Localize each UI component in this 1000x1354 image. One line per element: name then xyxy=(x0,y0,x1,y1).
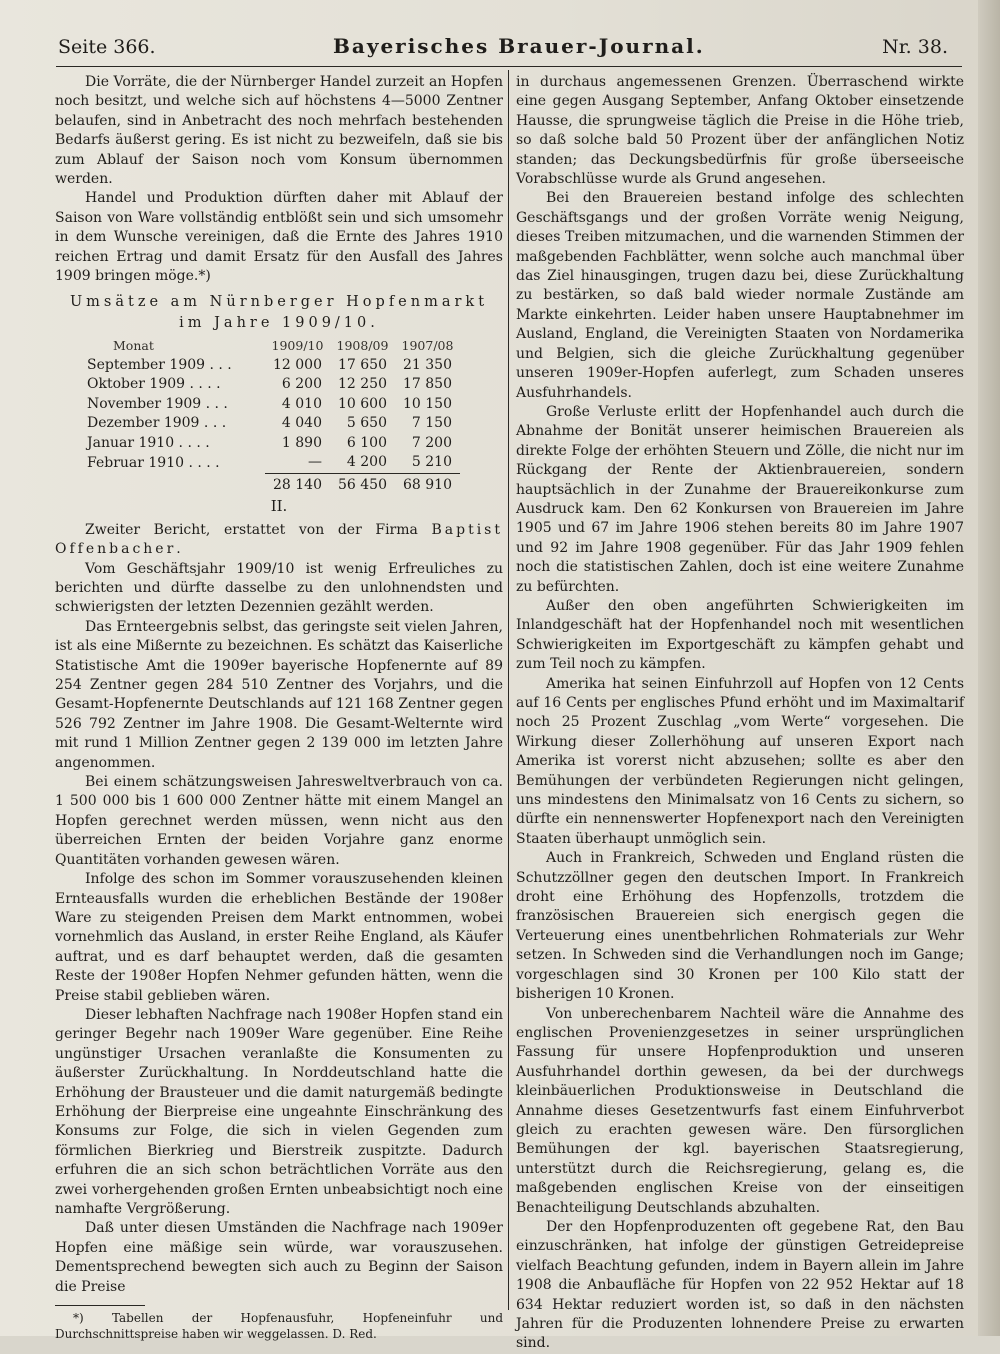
paragraph: Große Verluste erlitt der Hopfenhandel auch durch die Abnahme der Bonität unserer heimischen Brauereien als direkte Folge der erhöhten Steuern und Zölle, die nicht nur im Rückgang der Rente der Aktienbrauereien, sondern hauptsächlich in der Zunahme der Brauereikonkurse zum Ausdruck kam. Den 62 Konkursen von Brauereien im Jahre 1905 und 67 im Jahre 1906 stehen bereits 80 im Jahre 1907 und 92 im Jahre 1908 gegenüber. Für das Jahr 1909 fehlen noch die statistischen Zahlen, doch ist eine weitere Zunahme zu befürchten. xyxy=(516,403,964,595)
table-row xyxy=(83,414,460,434)
paragraph: Bei einem schätzungsweisen Jahresweltverbrauch von ca. 1 500 000 bis 1 600 000 Zentner hätte mit einem Mangel an Hopfen gerechnet werden müssen, wenn nicht aus den überreichen Ernten der beiden Vorjahre ganz enorme Quantitäten vorhanden gewesen wären. xyxy=(55,774,503,868)
column-header: 1907/08 xyxy=(401,338,454,354)
table-cell: Januar 1910 . . . . xyxy=(87,434,210,451)
paragraph: Die Vorräte, die der Nürnberger Handel zurzeit an Hopfen noch besitzt, und welche sich auf höchstens 4—5000 Zentner belaufen, sind in Anbetracht des noch mehrfach bestehenden Bedarfs äußerst gering. Es ist nicht zu bezweifeln, daß sie bis zum Ablauf der Saison noch vom Konsum übernommen werden. xyxy=(55,74,503,188)
paragraph: Daß unter diesen Umständen die Nachfrage nach 1909er Hopfen eine mäßige sein würde, war vorauszusehen. Dementsprechend bewegten sich auch zu Beginn der Saison die Preise xyxy=(55,1220,503,1295)
report-intro: Zweiter Bericht, erstattet von der Firma xyxy=(85,521,432,538)
table-cell: 21 350 xyxy=(403,356,452,373)
page-number: Seite 366. xyxy=(58,36,156,58)
table-cell: 68 910 xyxy=(395,473,460,495)
table-cell: 12 000 xyxy=(273,356,322,373)
left-column xyxy=(55,73,503,1342)
table-row xyxy=(83,356,460,376)
table-row xyxy=(83,375,460,395)
table-cell: 4 040 xyxy=(281,415,322,432)
paragraph: Bei den Brauereien bestand infolge des schlechten Geschäftsgangs und der großen Vorräte wenig Neigung, dieses Treiben mitzumachen, und die warnenden Stimmen der maßgebenden Fachblätter, wenn solche auch manchmal über das Ziel hinausgingen, trugen dazu bei, diese Zurückhaltung zu bestärken, so daß bald wieder normale Zustände am Markte einkehrten. Leider haben unsere Hauptabnehmer im Ausland, England, die Vereinigten Staaten von Nordamerika und Belgien, sich die gleiche Zurückhaltung gegenüber unseren 1909er-Hopfen auferlegt, zum Schaden unseres Ausfuhrhandels. xyxy=(516,190,964,401)
paragraph: Außer den oben angeführten Schwierigkeiten im Inlandgeschäft hat der Hopfenhandel noch mit wesentlichen Schwierigkeiten im Exportgeschäft zu kämpfen gehabt und zum Teil noch zu kämpfen. xyxy=(516,597,964,673)
sentence-end: . xyxy=(176,541,181,558)
table-cell: 10 600 xyxy=(338,395,387,412)
table-cell: 12 250 xyxy=(338,376,387,393)
table-cell: — xyxy=(308,454,322,471)
paragraph: Auch in Frankreich, Schweden und England rüsten die Schutzzöllner gegen den deutschen Import. In Frankreich droht eine Erhöhung des Hopfenzolls, trotzdem die französischen Brauereien sich energisch gegen die Verteuerung eines unentbehrlichen Rohmaterials zur Wehr setzen. In Schweden sind die Verhandlungen noch im Gange; vorgeschlagen sind 30 Kronen per 100 Kilo statt der bisherigen 10 Kronen. xyxy=(516,850,964,1003)
table-row xyxy=(83,453,460,473)
firm-name: Baptist Offenbacher xyxy=(55,521,503,558)
paragraph: Der den Hopfenproduzenten oft gegebene Rat, den Bau einzuschränken, hat infolge der günstigen Getreidepreise vielfach Beachtung gefunden, indem in Bayern allein im Jahre 1908 die Anbaufläche für Hopfen von 22 952 Hektar auf 18 634 Hektar reduziert worden ist, so daß in den nächsten Jahren für die Produzenten lohnendere Preise zu erwarten sind. xyxy=(516,1218,964,1352)
paragraph: Vom Geschäftsjahr 1909/10 ist wenig Erfreuliches zu berichten und dürfte dasselbe zu den unlohnendsten und schwierigsten der letzten Dezennien gezählt werden. xyxy=(55,560,503,616)
table-cell: November 1909 . . . xyxy=(87,395,228,412)
paragraph: Dieser lebhaften Nachfrage nach 1908er Hopfen stand ein geringer Begehr nach 1909er Ware gegenüber. Eine Reihe ungünstiger Ursachen veranlaßte die Konsumenten zu äußerster Zurückhaltung. In Norddeutschland hatte die Erhöhung der Brausteuer und die damit naturgemäß bedingte Erhöhung der Bierpreise eine ungeahnte Einschränkung des Konsums zur Folge, die sich in vielen Gegenden zum förmlichen Bierkrieg und Bierstreik zuspitzte. Dadurch erfuhren die an sich schon beträchtlichen Vorräte aus den zwei vorhergehenden großen Ernten unbeabsichtigt noch eine namhafte Vergrößerung. xyxy=(55,1006,503,1217)
paragraph: Das Ernteergebnis selbst, das geringste seit vielen Jahren, ist als eine Mißernte zu bezeichnen. Es schätzt das Kaiserliche Statistische Amt die 1909er bayerische Hopfenernte auf 89 254 Zentner gegen 284 510 Zentner des Vorjahrs, und die Gesamt-Hopfenernte Deutschlands auf 121 168 Zentner gegen 526 792 Zentner im Jahre 1908. Die Gesamt-Welternte wird mit rund 1 Million Zentner gegen 2 139 000 im letzten Jahre angenommen. xyxy=(55,618,503,771)
table-total-row xyxy=(83,473,460,495)
paragraph: Von unberechenbarem Nachteil wäre die Annahme des englischen Provenienzgesetzes in seiner ursprünglichen Fassung für unsere Hopfenproduktion und unseren Ausfuhrhandel dorthin gewesen, da bei der durchwegs kleinbäuerlichen Produktionsweise in Deutschland die Annahme dieses Gesetzentwurfs fast einem Einfuhrverbot gleich zu erachten gewesen wäre. Den fürsorglichen Bemühungen der kgl. bayerischen Staatsregierung, unterstützt durch die Reichsregierung, gelang es, die maßgebenden englischen Kreise von der einseitigen Benachteiligung Deutschlands abzuhalten. xyxy=(516,1005,964,1216)
section-number: II. xyxy=(270,497,288,516)
paragraph: in durchaus angemessenen Grenzen. Überraschend wirkte eine gegen Ausgang September, Anfang Oktober einsetzende Hausse, die sprungweise täglich die Preise in die Höhe trieb, so daß solche bald 50 Prozent über der anfänglichen Notiz standen; das Deckungsbedürfnis für große überseeische Vorabschlüsse wurde als Grund angesehen. xyxy=(516,74,964,188)
column-header: 1908/09 xyxy=(336,338,389,354)
paragraph: Handel und Produktion dürften daher mit Ablauf der Saison von Ware vollständig entblößt sein und sich umsomehr in dem Wunsche vereinigen, daß die Ernte des Jahres 1910 reichen Ertrag und damit Ersatz für den Ausfall des Jahres 1909 bringen möge.*) xyxy=(55,190,503,285)
table-cell: 6 100 xyxy=(346,434,387,451)
column-header: Monat xyxy=(113,338,154,354)
table-cell: 7 200 xyxy=(411,434,452,451)
paragraph: Infolge des schon im Sommer vorauszusehenden kleinen Ernteausfalls wurden die erheblichen Bestände der 1908er Ware zu steigenden Preisen dem Markt entnommen, wobei vornehmlich das Ausland, in erster Reihe England, als Käufer auftrat, und es darf behauptet werden, daß die gesamten Reste der 1908er Hopfen Nehmer gefunden hätten, wenn die Preise stabil geblieben wären. xyxy=(55,871,503,1004)
table-cell: Dezember 1909 . . . xyxy=(87,415,227,432)
right-column xyxy=(516,73,964,1352)
table-header-row xyxy=(83,336,460,355)
column-header: 1909/10 xyxy=(271,338,324,354)
journal-title: Bayerisches Brauer-Journal. xyxy=(332,34,705,58)
table-cell: 56 450 xyxy=(330,473,395,495)
table-cell: 10 150 xyxy=(403,395,452,412)
hop-sales-table xyxy=(83,336,460,495)
table-cell: 7 150 xyxy=(411,415,452,432)
table-cell: 17 850 xyxy=(403,376,452,393)
page-edge-shadow xyxy=(978,0,1000,1336)
column-divider xyxy=(508,70,509,1310)
footnote-rule xyxy=(55,1305,145,1306)
table-title: Umsätze am Nürnberger Hopfenmarkt im Jahre 1909/10. xyxy=(69,294,489,332)
table-cell: 17 650 xyxy=(338,356,387,373)
issue-number: Nr. 38. xyxy=(882,36,948,58)
table-cell xyxy=(83,473,265,495)
header-rule xyxy=(56,66,962,67)
table-row xyxy=(83,434,460,454)
table-cell: 28 140 xyxy=(265,473,330,495)
table-cell: September 1909 . . . xyxy=(87,356,232,373)
table-cell: Februar 1910 . . . . xyxy=(87,454,220,471)
table-cell: 1 890 xyxy=(281,434,322,451)
table-cell: 6 200 xyxy=(281,376,322,393)
footnote: *) Tabellen der Hopfenausfuhr, Hopfeneinfuhr und Durchschnittspreise haben wir weggelassen. D. Red. xyxy=(55,1311,503,1342)
paragraph xyxy=(55,521,503,560)
table-cell: 4 200 xyxy=(346,454,387,471)
table-cell: 5 650 xyxy=(346,415,387,432)
table-row xyxy=(83,395,460,415)
page-header xyxy=(58,34,948,60)
table-cell: Oktober 1909 . . . . xyxy=(87,376,221,393)
paragraph: Amerika hat seinen Einfuhrzoll auf Hopfen von 12 Cents auf 16 Cents per englisches Pfund erhöht und im Maximaltarif noch 25 Prozent Zuschlag „vom Werte“ vorgesehen. Die Wirkung dieser Zollerhöhung auf unseren Export nach Amerika ist vorerst nicht abzusehen; sollte es aber den Bemühungen der verbündeten Regierungen nicht gelingen, uns mindestens den Minimalsatz von 16 Cents zu sichern, so dürfte ein nennenswerter Hopfenexport nach den Vereinigten Staaten überhaupt unmöglich sein. xyxy=(516,675,964,847)
table-cell: 4 010 xyxy=(281,395,322,412)
table-cell: 5 210 xyxy=(411,454,452,471)
